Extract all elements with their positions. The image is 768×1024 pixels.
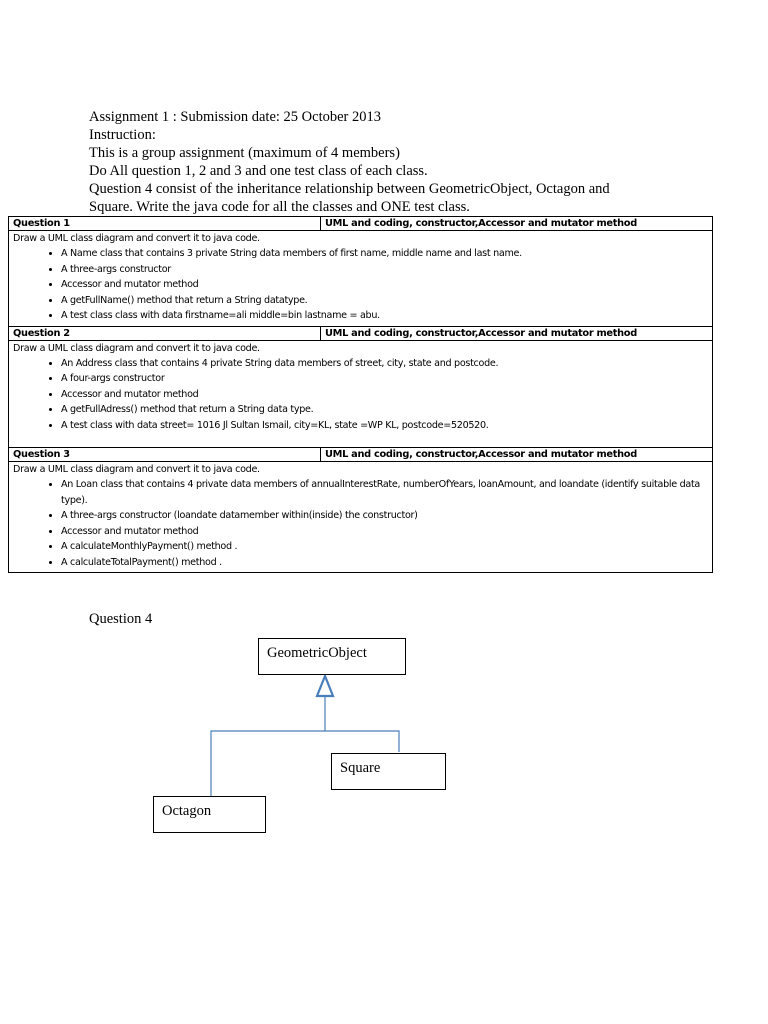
requirement-item: • A four-args constructor — [61, 371, 708, 387]
question-body-row — [9, 340, 713, 448]
requirement-list — [13, 356, 708, 434]
instruction-heading: Instruction: — [89, 127, 156, 143]
instruction-line: Do All question 1, 2 and 3 and one test class of each class. — [89, 163, 428, 179]
question-topic: UML and coding, constructor,Accessor and mutator method — [321, 217, 713, 231]
requirement-item: • A three-args constructor — [61, 262, 708, 278]
assignment-instructions — [89, 108, 689, 216]
requirement-item: • A calculateMonthlyPayment() method . — [61, 539, 708, 555]
question-title: Question 1 — [9, 217, 321, 231]
spacer — [13, 433, 708, 445]
question-body — [9, 231, 713, 327]
questions-table — [8, 216, 713, 573]
question-body — [9, 340, 713, 448]
question-4-label: Question 4 — [89, 611, 153, 627]
question-topic: UML and coding, constructor,Accessor and mutator method — [321, 448, 713, 462]
requirement-item: • A three-args constructor (loandate datamember within(inside) the constructor) — [61, 508, 708, 524]
question-lead: Draw a UML class diagram and convert it to java code. — [13, 342, 260, 354]
requirement-list — [13, 246, 708, 324]
requirement-item: • A test class class with data firstname=ali middle=bin lastname = abu. — [61, 308, 708, 324]
question-lead: Draw a UML class diagram and convert it to java code. — [13, 464, 260, 475]
question-header-row — [9, 326, 713, 340]
question-header-row — [9, 217, 713, 231]
requirement-item: • A test class with data street= 1016 Jl Sultan Ismail, city=KL, state =WP KL, postcode=520520. — [61, 418, 708, 434]
question-lead: Draw a UML class diagram and convert it to java code. — [13, 233, 260, 244]
question-topic: UML and coding, constructor,Accessor and mutator method — [321, 326, 713, 340]
requirement-item: • Accessor and mutator method — [61, 524, 708, 540]
requirement-item: • A calculateTotalPayment() method . — [61, 555, 708, 571]
requirement-item: • A Name class that contains 3 private String data members of first name, middle name and last name. — [61, 246, 708, 262]
instruction-line: This is a group assignment (maximum of 4 members) — [89, 145, 400, 161]
question-title: Question 3 — [9, 448, 321, 462]
instruction-line: Square. Write the java code for all the classes and ONE test class. — [89, 199, 470, 215]
question-body-row — [9, 231, 713, 327]
class-box-octagon: Octagon — [153, 796, 266, 833]
requirement-item: • A getFullAdress() method that return a String data type. — [61, 402, 708, 418]
requirement-item: • An Loan class that contains 4 private data members of annualInterestRate, numberOfYears, loanAmount, and loandate (identify suitable data type). — [61, 477, 708, 508]
requirement-item: • Accessor and mutator method — [61, 277, 708, 293]
assignment-title: Assignment 1 : Submission date: 25 October 2013 — [89, 109, 381, 125]
requirement-item: • A getFullName() method that return a String datatype. — [61, 293, 708, 309]
requirement-item: • Accessor and mutator method — [61, 387, 708, 403]
class-box-square: Square — [331, 753, 446, 790]
question-body — [9, 462, 713, 573]
requirement-item: • An Address class that contains 4 private String data members of street, city, state and postcode. — [61, 356, 708, 372]
inheritance-arrowhead — [317, 676, 333, 696]
class-box-geometricobject: GeometricObject — [258, 638, 406, 675]
question-title: Question 2 — [9, 326, 321, 340]
instruction-line: Question 4 consist of the inheritance relationship between GeometricObject, Octagon and — [89, 181, 610, 197]
question-header-row — [9, 448, 713, 462]
question-body-row — [9, 462, 713, 573]
requirement-list — [13, 477, 708, 570]
